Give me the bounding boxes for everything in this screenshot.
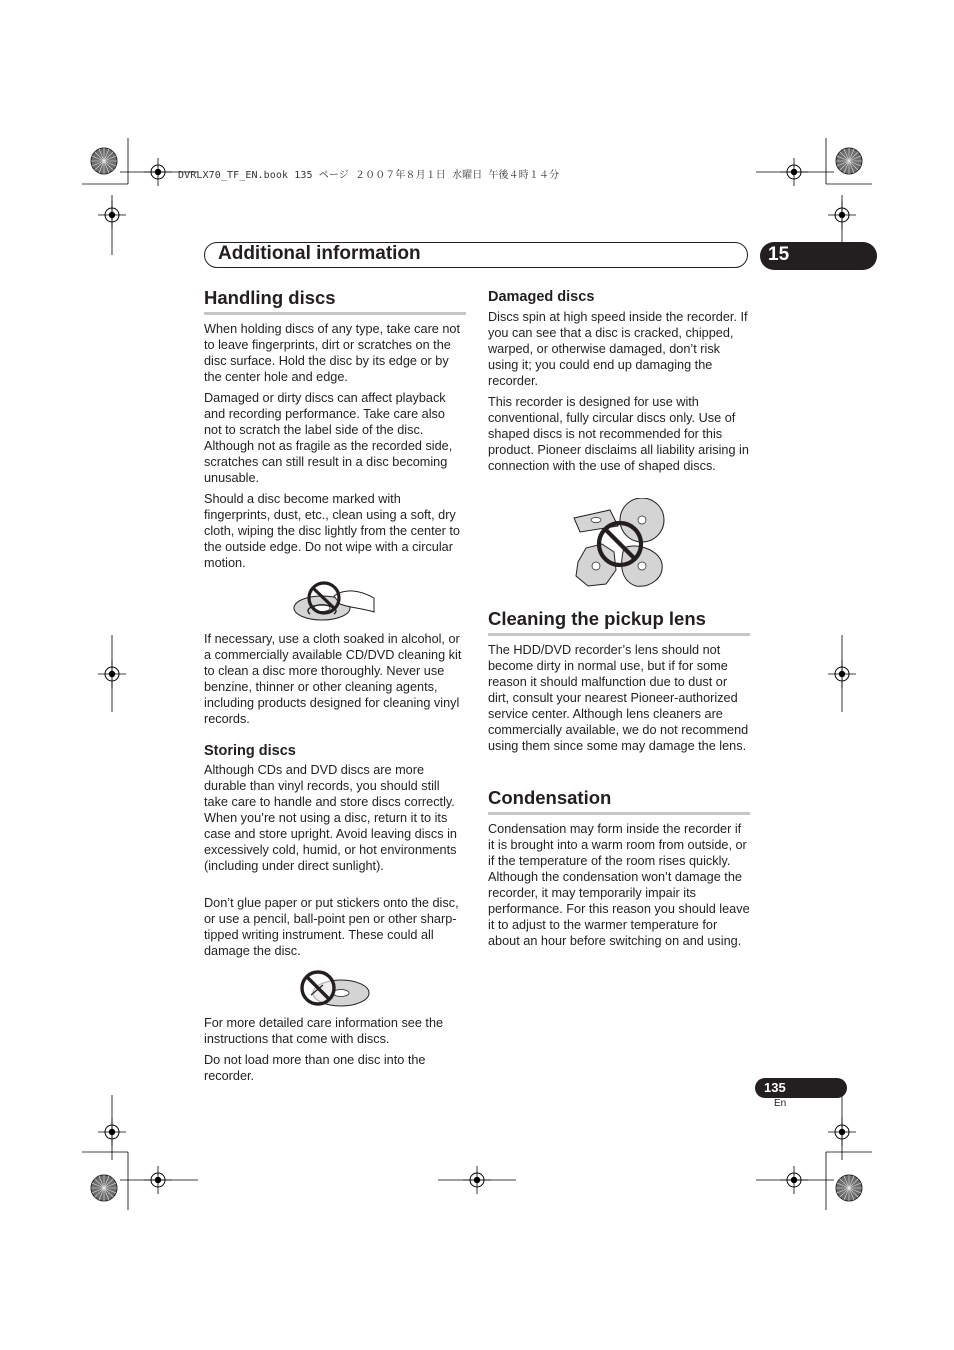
paragraph: When holding discs of any type, take care not to leave fingerprints, dirt or scratches on the disc surface. Hold the disc by its edge or by the center hole and edge.	[204, 322, 461, 384]
paragraph: This recorder is designed for use with conventional, fully circular discs only. Use of shaped discs is not recommended for this product. Pioneer disclaims all liability arising in connection with the use of shaped discs.	[488, 395, 749, 473]
paragraph: Do not load more than one disc into the recorder.	[204, 1053, 426, 1083]
paragraph: Don’t glue paper or put stickers onto the disc, or use a pencil, ball-point pen or other sharp-tipped writing instrument. These could all damage the disc.	[204, 896, 459, 958]
heading-rule	[488, 633, 750, 636]
no-circular-wipe-icon	[290, 578, 380, 626]
no-writing-icon	[297, 967, 373, 1011]
paragraph: Although CDs and DVD discs are more durable than vinyl records, you should still take care to handle and store discs correctly. When you’re not using a disc, return it to its case and store upright. Avoid leaving discs in excessively cold, humid, or hot environments (including under direct sunlight).	[204, 763, 457, 873]
heading-cleaning-pickup-lens: Cleaning the pickup lens	[488, 608, 706, 629]
paragraph: Discs spin at high speed inside the recorder. If you can see that a disc is cracked, chipped, warped, or otherwise damaged, don’t risk using it; you could end up damaging the recorder.	[488, 310, 748, 388]
language-code: En	[774, 1098, 787, 1109]
section-header-title: Additional information	[218, 243, 421, 264]
chapter-number: 15	[768, 244, 790, 265]
heading-handling-discs: Handling discs	[204, 287, 336, 308]
paragraph: For more detailed care information see the instructions that come with discs.	[204, 1016, 444, 1046]
page-number: 135	[764, 1080, 786, 1095]
paragraph: If necessary, use a cloth soaked in alcohol, or a commercially available CD/DVD cleaning kit to clean a disc more thoroughly. Never use benzine, thinner or other cleaning agents, including products designed for cleaning vinyl records.	[204, 632, 462, 726]
paragraph: Damaged or dirty discs can affect playback and recording performance. Take care also not to scratch the label side of the disc. Although not as fragile as the recorded side, scratches can still result in a disc becoming unusable.	[204, 391, 453, 485]
heading-storing-discs: Storing discs	[204, 743, 296, 759]
paragraph: Should a disc become marked with fingerprints, dust, etc., clean using a soft, dry cloth, wiping the disc lightly from the center to the outside edge. Do not wipe with a circular motion.	[204, 492, 460, 570]
heading-condensation: Condensation	[488, 787, 612, 808]
print-job-line: DVRLX70_TF_EN.book 135 ページ ２００７年８月１日 水曜日 午後４時１４分	[178, 170, 560, 181]
heading-rule	[488, 812, 750, 815]
heading-damaged-discs: Damaged discs	[488, 289, 595, 305]
paragraph: The HDD/DVD recorder’s lens should not become dirty in normal use, but if for some reason it should malfunction due to dust or dirt, consult your nearest Pioneer-authorized service center. Although lens cleaners are commercially available, we do not recommend using them since some may damage the lens.	[488, 643, 749, 753]
paragraph: Condensation may form inside the recorder if it is brought into a warm room from outside, or if the temperature of the room rises quickly. Although the condensation won’t damage the recorder, it may temporarily impair its performance. For this reason you should leave it to adjust to the warmer temperature for about an hour before switching on and using.	[488, 822, 750, 948]
heading-rule	[204, 312, 466, 315]
no-shaped-discs-icon	[570, 498, 668, 590]
